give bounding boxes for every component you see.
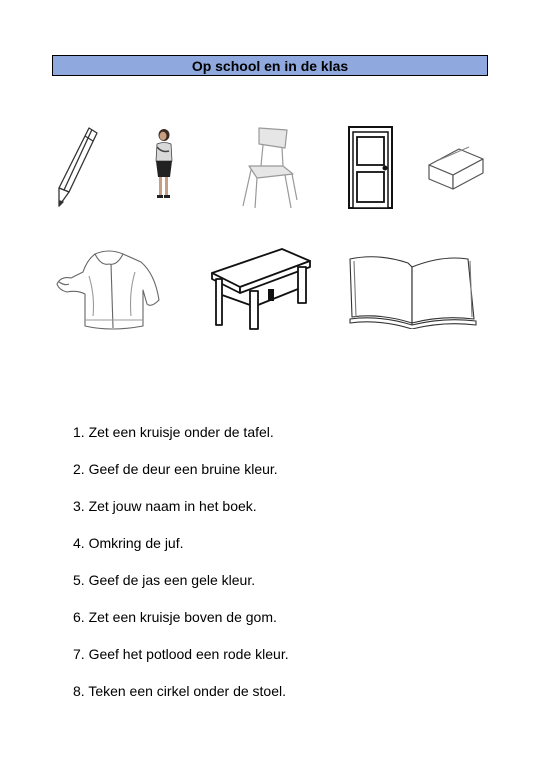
jacket-icon xyxy=(55,246,163,332)
instruction-item: 3. Zet jouw naam in het boek. xyxy=(73,498,257,514)
instruction-item: 8. Teken een cirkel onder de stoel. xyxy=(73,683,286,699)
instruction-item: 6. Zet een kruisje boven de gom. xyxy=(73,609,277,625)
instruction-list xyxy=(73,423,289,719)
instruction-item: 2. Geef de deur een bruine kleur. xyxy=(73,461,278,477)
book-icon xyxy=(346,251,478,329)
eraser-icon xyxy=(425,143,487,191)
chair-icon xyxy=(237,124,301,210)
pencil-icon xyxy=(55,124,100,210)
teacher-icon xyxy=(148,127,180,202)
instruction-item: 1. Zet een kruisje onder de tafel. xyxy=(73,424,274,440)
table-icon xyxy=(210,247,312,333)
instruction-item: 7. Geef het potlood een rode kleur. xyxy=(73,646,289,662)
worksheet-title: Op school en in de klas xyxy=(52,55,488,76)
instruction-item: 4. Omkring de juf. xyxy=(73,535,184,551)
instruction-item: 5. Geef de jas een gele kleur. xyxy=(73,572,256,588)
door-icon xyxy=(347,125,394,210)
